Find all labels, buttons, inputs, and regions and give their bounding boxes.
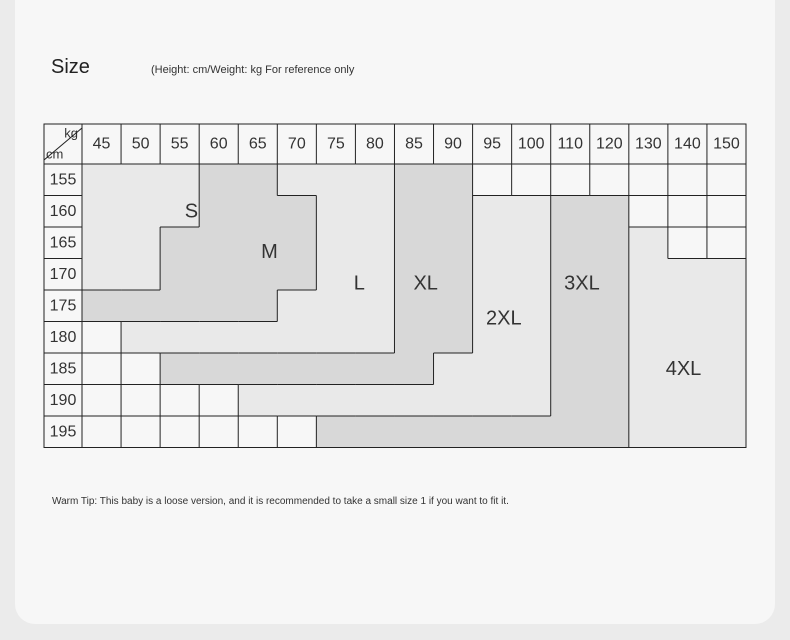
size-region-3xl [551,196,630,228]
size-region-m [82,290,278,322]
size-region-4xl [629,227,668,259]
weight-header-80: 80 [366,135,384,153]
corner-weight-unit: kg [64,125,78,141]
weight-header-130: 130 [635,135,662,153]
size-region-m [199,164,278,196]
size-region-2xl [434,353,552,385]
height-header-180: 180 [49,328,77,346]
page-subtitle: (Height: cm/Weight: kg For reference only [151,64,355,76]
corner-height-unit: cm [46,146,64,162]
size-label-xl: XL [413,272,438,295]
size-region-l [316,196,395,228]
size-region-3xl [551,385,630,417]
size-region-xl [394,164,473,196]
size-label-s: S [184,200,199,223]
weight-header-60: 60 [209,135,228,153]
weight-header-90: 90 [444,135,462,153]
size-region-xl [394,322,473,354]
height-header-185: 185 [49,360,77,378]
size-region-2xl [238,385,551,417]
size-label-3xl: 3XL [564,272,600,295]
size-region-4xl [629,259,747,291]
height-header-190: 190 [49,391,77,409]
size-region-2xl [473,259,552,291]
size-region-4xl [629,385,747,417]
size-region-xl [394,227,473,259]
size-region-3xl [551,227,630,259]
weight-header-85: 85 [405,135,423,153]
weight-header-45: 45 [92,135,111,153]
size-region-3xl [551,322,630,354]
weight-header-50: 50 [131,135,150,153]
height-header-170: 170 [49,265,77,283]
size-region-l [277,290,395,322]
size-label-l: L [353,272,365,295]
weight-header-95: 95 [483,135,502,153]
size-region-xl [394,196,473,228]
size-region-m [160,259,317,291]
weight-header-70: 70 [287,135,306,153]
size-region-2xl [473,227,552,259]
size-region-l [316,227,395,259]
size-region-xl [394,290,473,322]
size-region-l [277,164,395,196]
size-region-4xl [629,322,747,354]
page-title: Size [51,56,90,78]
size-label-2xl: 2XL [486,307,522,330]
height-header-160: 160 [49,202,77,220]
weight-header-75: 75 [326,135,345,153]
weight-header-65: 65 [248,135,267,153]
size-region-xl [160,353,434,385]
size-region-3xl [551,353,630,385]
size-label-m: M [261,241,278,264]
height-header-155: 155 [49,171,77,189]
weight-header-120: 120 [595,135,623,153]
height-header-195: 195 [49,423,77,441]
size-label-4xl: 4XL [665,357,702,380]
height-header-175: 175 [49,297,77,315]
weight-header-140: 140 [674,135,701,153]
warm-tip-note: Warm Tip: This baby is a loose version, and it is recommended to take a small size 1 if you want to fit it. [52,496,509,507]
size-region-3xl [316,416,629,448]
size-region-2xl [473,196,552,228]
weight-header-100: 100 [517,135,545,153]
size-region-4xl [629,416,747,448]
weight-header-55: 55 [170,135,189,153]
weight-header-110: 110 [557,135,583,153]
size-region-4xl [629,290,747,322]
height-header-165: 165 [49,234,77,252]
size-region-m [199,196,317,228]
weight-header-150: 150 [713,135,740,153]
size-region-l [121,322,395,354]
size-region-m [160,227,317,259]
size-region-3xl [551,290,630,322]
